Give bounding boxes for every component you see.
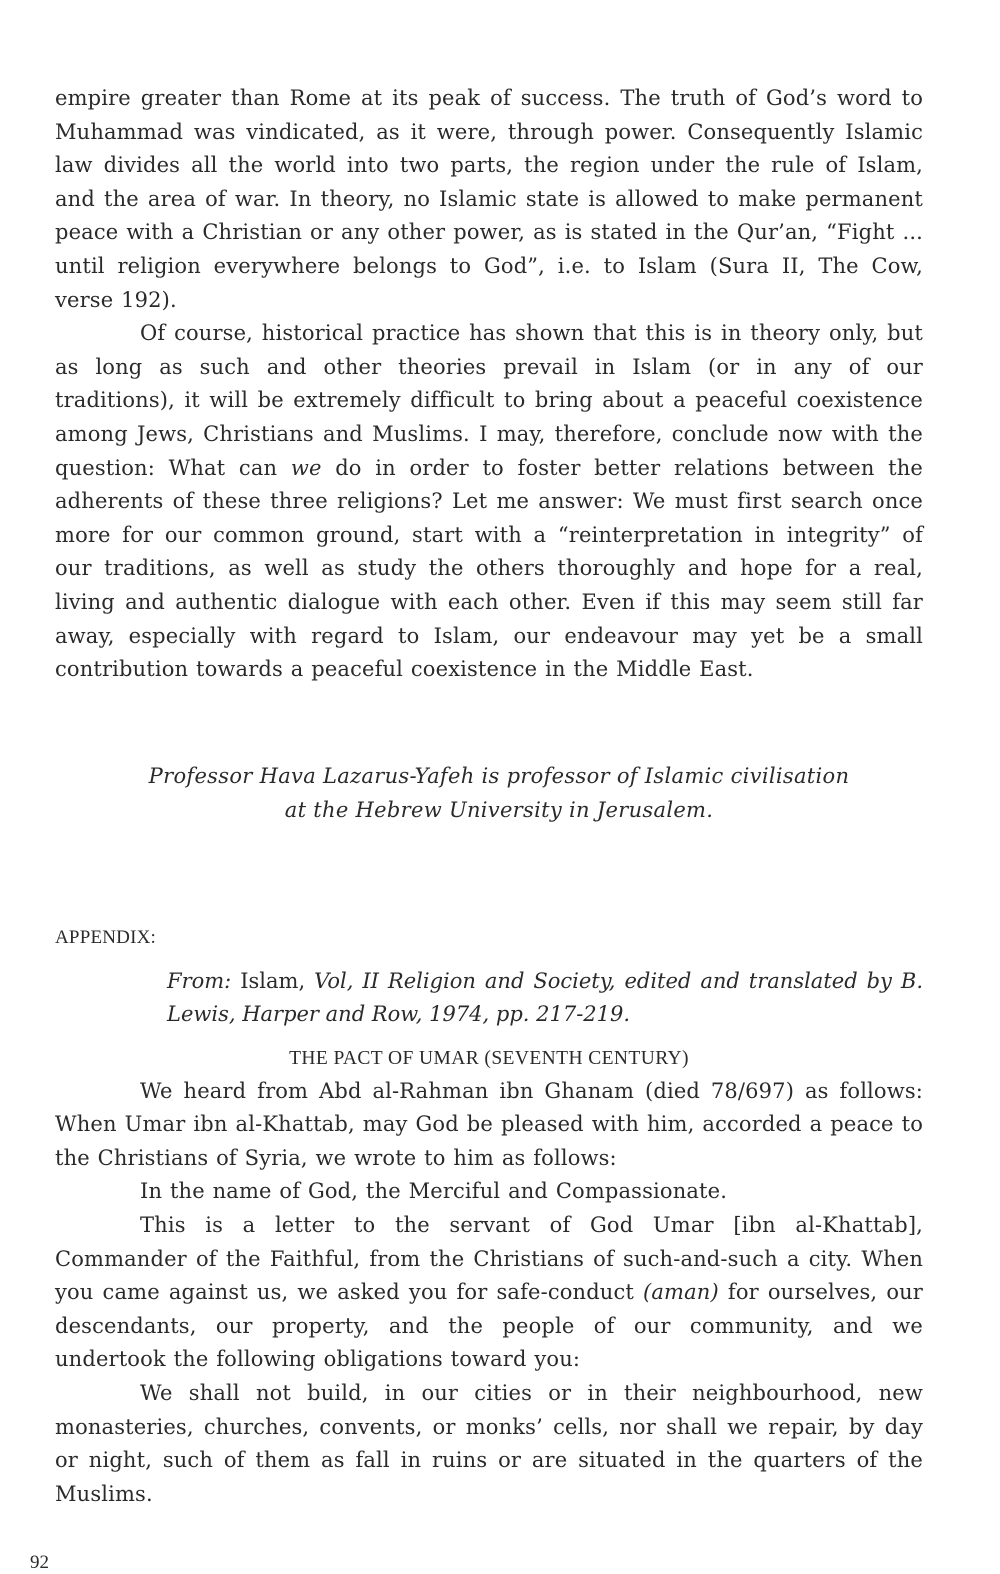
emphasis-aman: (aman) [643, 1280, 719, 1305]
appendix-source-citation [167, 965, 923, 1031]
paragraph-2-text-b: do in order to foster better relations between the adherents of these three religions? Let me answer: We must first search once more for our common ground, start with a “reinterpretation in integrity” of our traditions, as well as study the others thoroughly and hope for a real, living and authentic dialogue with each other. Even if this may seem still far away, especially with regard to Islam, our endeavour may yet be a small contribution towards a peaceful coexistence in the Middle East. [55, 455, 923, 682]
document-page [55, 82, 923, 1511]
pact-title: THE PACT OF UMAR (SEVENTH CENTURY) [289, 1047, 689, 1069]
source-work: Islam, [231, 968, 315, 993]
pact-paragraph-1: We heard from Abd al-Rahman ibn Ghanam (died 78/697) as follows: When Umar ibn al-Khattab, may God be pleased with him, accorded a peace to the Christians of Syria, we wrote to him as follows: [55, 1078, 923, 1170]
author-bio-line-1: Professor Hava Lazarus-Yafeh is professor of Islamic civilisation [148, 763, 850, 788]
author-bio-line-2: at the Hebrew University in Jerusalem. [284, 797, 714, 822]
body-paragraph-1: empire greater than Rome at its peak of success. The truth of God’s word to Muhammad was vindicated, as it were, through power. Consequently Islamic law divides all the world into two parts, the region under the rule of Islam, and the area of war. In theory, no Islamic state is allowed to make permanent peace with a Christian or any other power, as is stated in the Qur’an, “Fight ... until religion everywhere belongs to God”, i.e. to Islam (Sura II, The Cow, verse 192). [55, 86, 923, 312]
emphasis-we: we [290, 455, 322, 480]
pact-paragraph-3 [55, 1209, 923, 1377]
appendix-heading: APPENDIX: [55, 926, 157, 948]
pact-paragraph-4: We shall not build, in our cities or in their neighbourhood, new monasteries, churches, convents, or monks’ cells, nor shall we repair, by day or night, such of them as fall in ruins or are situated in the quarters of the Muslims. [55, 1381, 923, 1506]
author-bio [55, 759, 923, 827]
paragraph-2-text-a: Of course, historical practice has shown that this is in theory only, but as long as such and other theories prevail in Islam (or in any of our traditions), it will be extremely difficult to bring about a peaceful coexistence among Jews, Christians and Muslims. I may, therefore, conclude now with the question: What can [55, 321, 923, 480]
pact-paragraph-3-text-a: This is a letter to the servant of God Umar [ibn al-Khattab], Commander of the Faithful, from the Christians of such-and-such a city. When you came against us, we asked you for safe-conduct [55, 1213, 923, 1305]
pact-paragraph-2: In the name of God, the Merciful and Compassionate. [140, 1179, 728, 1204]
pact-paragraph-3-text-b: for ourselves, our descendants, our property, and the people of our community, and we undertook the following obligations toward you: [55, 1280, 923, 1372]
source-from-label: From: [167, 968, 232, 993]
source-details: Vol, II Religion and Society, edited and translated by B. Lewis, Harper and Row, 1974, pp. 217-219. [167, 968, 924, 1026]
page-number: 92 [30, 1552, 49, 1573]
body-paragraph-2 [55, 317, 923, 687]
